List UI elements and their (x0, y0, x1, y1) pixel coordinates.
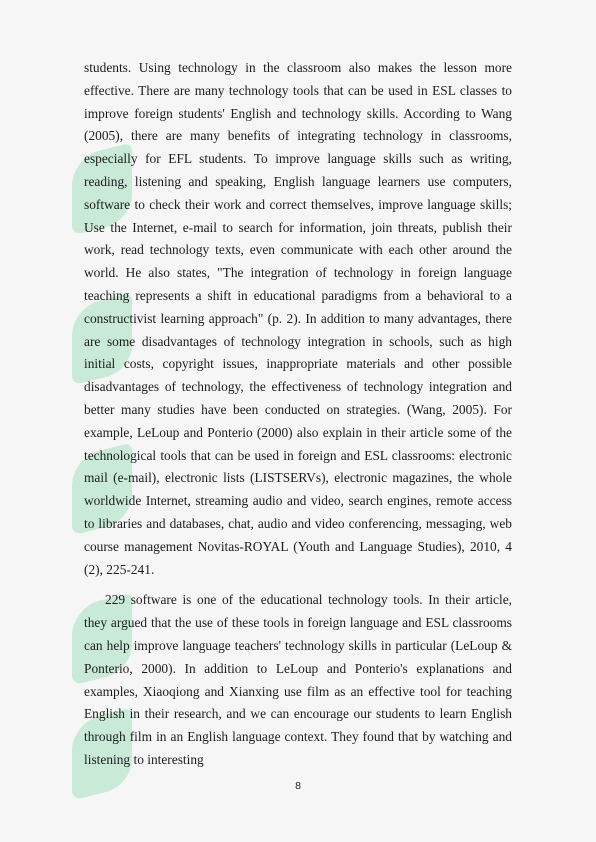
paragraph: 229 software is one of the educational technology tools. In their article, they argued that the use of these tools in foreign language and ESL classrooms can help improve language teachers' technology skills in particular (LeLoup & Ponterio, 2000). In addition to LeLoup and Ponterio's explanations and examples, Xiaoqiong and Xianxing use film as an effective tool for teaching English in their research, and we can encourage our students to learn English through film in an English language context. They found that by watching and listening to interesting (84, 592, 512, 767)
paragraph: students. Using technology in the classroom also makes the lesson more effective. There are many technology tools that can be used in ESL classes to improve foreign students' English and technology skills. According to Wang (2005), there are many benefits of integrating technology in classrooms, especially for EFL students. To improve language skills such as writing, reading, listening and speaking, English language learners use computers, software to check their work and correct themselves, improve language skills; Use the Internet, e-mail to search for information, join threats, publish their work, read technology texts, even communicate with each other around the world. He also states, "The integration of technology in foreign language teaching represents a shift in educational paradigms from a behavioral to a constructivist learning approach" (p. 2). In addition to many advantages, there are some disadvantages of technology integration in schools, such as high initial costs, copyright issues, inappropriate materials and other possible disadvantages of technology, the effectiveness of technology integration and better many studies have been conducted on strategies. (Wang, 2005). For example, LeLoup and Ponterio (2000) also explain in their article some of the technological tools that can be used in foreign and ESL classrooms: electronic mail (e-mail), electronic lists (LISTSERVs), electronic magazines, the whole worldwide Internet, streaming audio and video, search engines, remote access to libraries and databases, chat, audio and video conferencing, messaging, web course management Novitas-ROYAL (Youth and Language Studies), 2010, 4 (2), 225-241. (84, 60, 512, 577)
body-text (84, 57, 512, 772)
page-number: 8 (295, 780, 301, 792)
